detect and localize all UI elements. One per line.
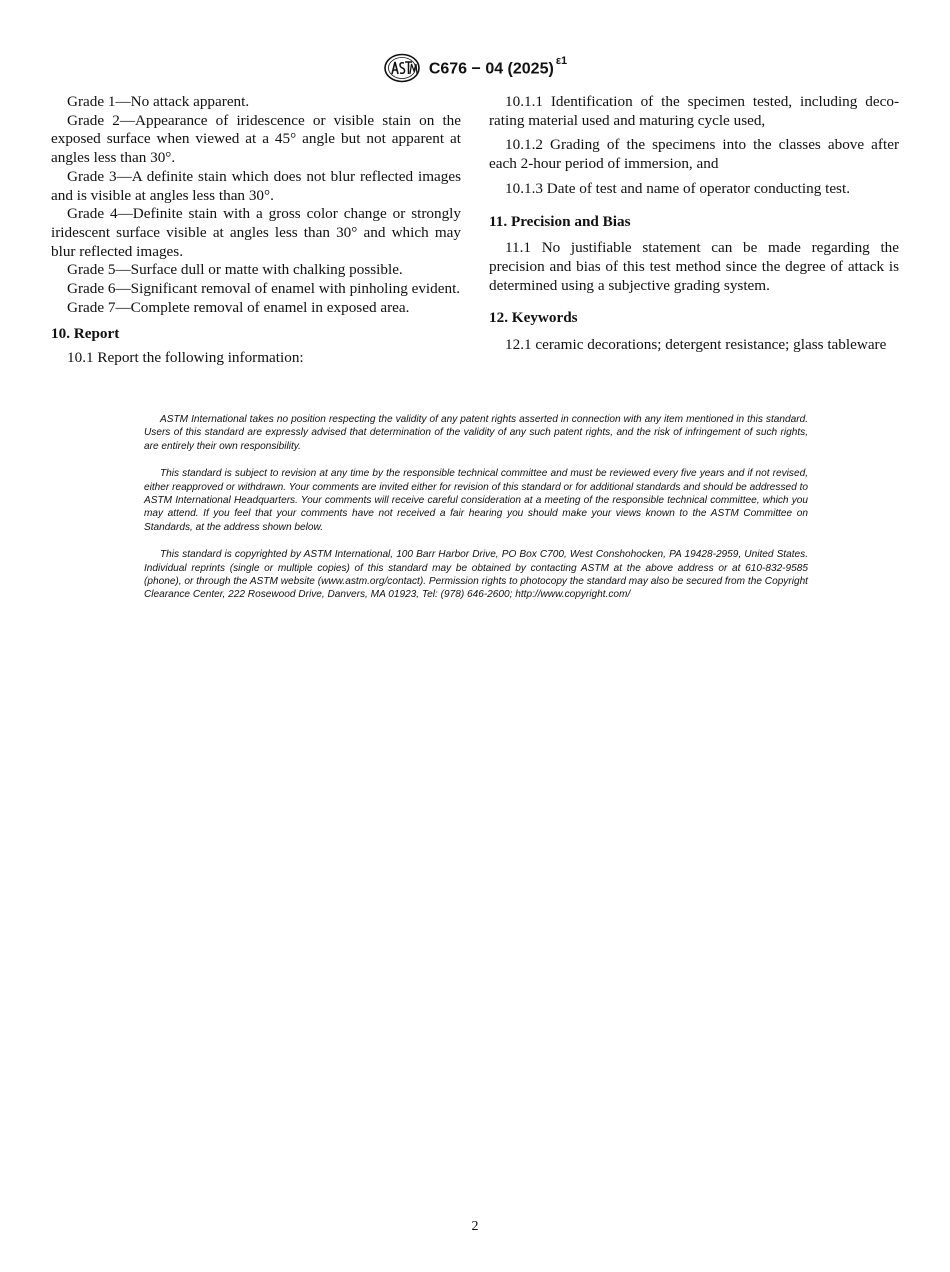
paragraph-11-1: 11.1 No justifiable statement can be made regarding the precision and bias of this test method since the degree of attack is determined using a subjective grading system. (489, 239, 899, 294)
paragraph-10-1: 10.1 Report the following information: (67, 349, 304, 367)
grade-7: Grade 7—Complete removal of enamel in exposed area. (67, 298, 410, 316)
paragraph-10-1-3: 10.1.3 Date of test and name of operator conducting test. (505, 179, 850, 197)
grade-6: Grade 6—Significant removal of enamel with pinholing evident. (67, 280, 461, 298)
paragraph-12-1: 12.1 ceramic decorations; detergent resistance; glass tableware (505, 336, 887, 354)
copyright-notice: This standard is copyrighted by ASTM International, 100 Barr Harbor Drive, PO Box C700, West Conshohocken, PA 19428-2959, United States. Individual reprints (single or multiple copies) of this standard may be obtained by contacting ASTM at the above address or at 610-832-9585 (phone), or through the ASTM website (www.astm.org/contact). Permission rights to photocopy the standard may also be secured from the Copyright Clearance Center, 222 Rosewood Drive, Danvers, MA 01923, Tel: (978) 646-2600; http://www.copyright.com/ (144, 549, 808, 601)
grade-4: Grade 4—Definite stain with a gross color change or strongly iridescent surface visible at angles less than 30° and which may blur reflected images. (51, 205, 461, 260)
page-number: 2 (471, 1219, 479, 1234)
grade-1: Grade 1—No attack apparent. (67, 93, 250, 110)
section-10-heading: 10. Report (51, 325, 120, 343)
grade-5: Grade 5—Surface dull or matte with chalking possible. (67, 261, 403, 279)
grade-3: Grade 3—A definite stain which does not blur reflected images and is visible at angles less than 30°. (51, 167, 461, 204)
epsilon-superscript: ε1 (555, 54, 568, 67)
revision-notice: This standard is subject to revision at any time by the responsible technical committee and must be reviewed every five years and if not revised, either reapproved or withdrawn. Your comments are invited either for revision of this standard or for additional standards and should be addressed to ASTM International Headquarters. Your comments will receive careful consideration at a meeting of the responsible technical committee, which you may attend. If you feel that your comments have not received a fair hearing you should make your views known to the ASTM Committee on Standards, at the address shown below. (144, 468, 808, 533)
section-12-heading: 12. Keywords (489, 309, 578, 327)
page-header (0, 53, 950, 83)
paragraph-10-1-1: 10.1.1 Identification of the specimen tested, including decorating material used and maturing cycle used, (489, 93, 899, 129)
left-column (51, 93, 461, 368)
grade-2: Grade 2—Appearance of iridescence or visible stain on the exposed surface when viewed at a 45° angle but not apparent at angles less than 30°. (51, 111, 461, 167)
section-11-heading: 11. Precision and Bias (489, 212, 631, 230)
right-column (489, 93, 899, 355)
paragraph-10-1-2: 10.1.2 Grading of the specimens into the classes above after each 2-hour period of immersion, and (489, 136, 899, 173)
astm-notices (144, 413, 808, 616)
astm-logo (383, 53, 421, 83)
patent-notice: ASTM International takes no position respecting the validity of any patent rights asserted in connection with any item mentioned in this standard. Users of this standard are expressly advised that determination of the validity of any such patent rights, and the risk of infringement of such rights, are entirely their own responsibility. (144, 414, 808, 452)
standard-designation: C676 − 04 (2025) $^{\varepsilon 1}$ (428, 54, 568, 78)
